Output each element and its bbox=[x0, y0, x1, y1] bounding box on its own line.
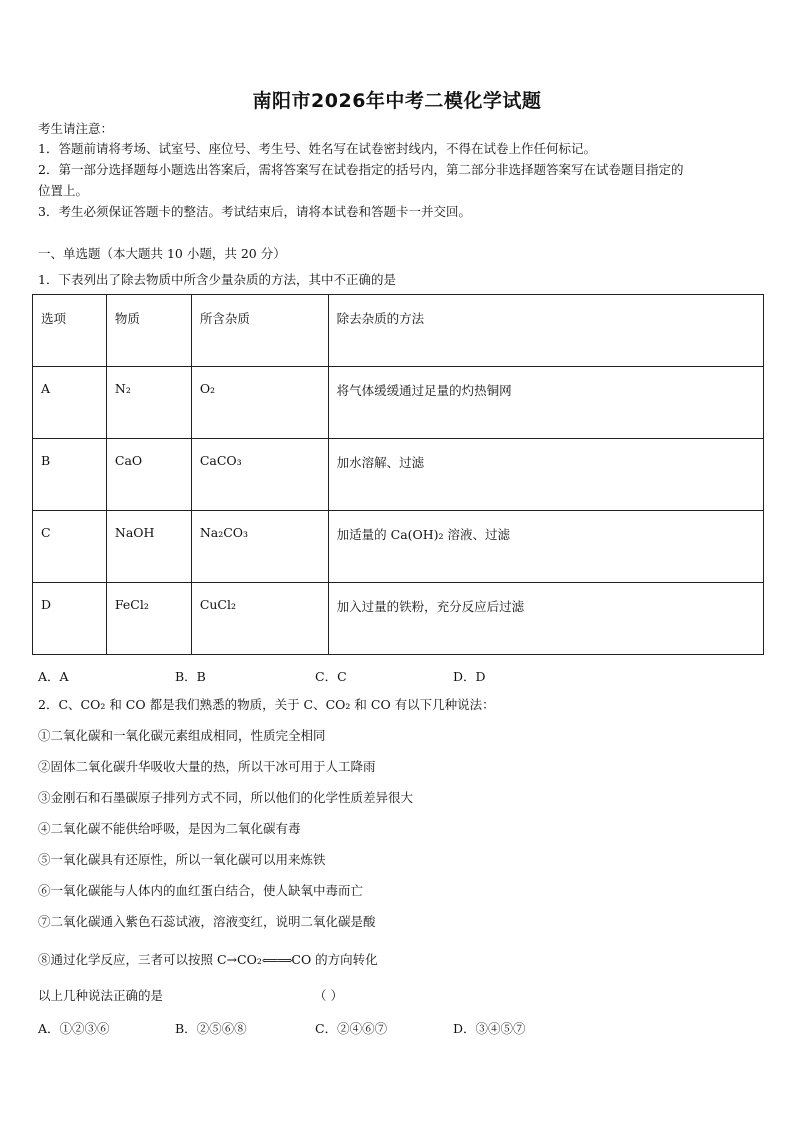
statement: ⑦二氧化碳通入紫色石蕊试液，溶液变红，说明二氧化碳是酸 bbox=[38, 914, 376, 929]
page-title: 南阳市2026年中考二模化学试题 bbox=[252, 90, 542, 112]
table-cell: NaOH bbox=[106, 511, 191, 583]
answer-blank[interactable]: （ ） bbox=[314, 988, 343, 1003]
q1-table bbox=[32, 294, 764, 655]
table-header-cell: 选项 bbox=[33, 295, 107, 367]
table-cell: CaCO₃ bbox=[191, 439, 328, 511]
statement: ⑤一氧化碳具有还原性，所以一氧化碳可以用来炼铁 bbox=[38, 852, 326, 867]
notice-item: 1．答题前请将考场、试室号、座位号、考生号、姓名写在试卷密封线内，不得在试卷上作任何标记。 bbox=[38, 141, 596, 156]
statement bbox=[38, 952, 378, 969]
q2-stem: 2．C、CO₂ 和 CO 都是我们熟悉的物质，关于 C、CO₂ 和 CO 有以下几种说法： bbox=[38, 697, 495, 712]
table-cell: FeCl₂ bbox=[106, 583, 191, 655]
table-header-cell: 所含杂质 bbox=[191, 295, 328, 367]
table-cell: O₂ bbox=[191, 367, 328, 439]
table-cell: 加水溶解、过滤 bbox=[328, 439, 763, 511]
statement-text: ⑧通过化学反应，三者可以按照 C→CO₂ bbox=[38, 952, 262, 967]
table-cell: Na₂CO₃ bbox=[191, 511, 328, 583]
table-row bbox=[33, 439, 764, 511]
q2-question: 以上几种说法正确的是 bbox=[38, 988, 164, 1003]
table-header-cell: 除去杂质的方法 bbox=[328, 295, 763, 367]
table-row bbox=[33, 583, 764, 655]
table-cell: 将气体缓缓通过足量的灼热铜网 bbox=[328, 367, 763, 439]
option-b[interactable]: B．②⑤⑥⑧ bbox=[175, 1021, 247, 1036]
table-cell: 加入过量的铁粉，充分反应后过滤 bbox=[328, 583, 763, 655]
table-cell: A bbox=[33, 367, 107, 439]
table-header-row bbox=[33, 295, 764, 367]
notice-item: 位置上。 bbox=[38, 183, 89, 198]
statement: ①二氧化碳和一氧化碳元素组成相同，性质完全相同 bbox=[38, 728, 326, 743]
q1-stem: 1．下表列出了除去物质中所含少量杂质的方法，其中不正确的是 bbox=[38, 272, 396, 287]
table-header-cell: 物质 bbox=[106, 295, 191, 367]
statement-text: CO 的方向转化 bbox=[291, 952, 378, 967]
table-cell: 加适量的 Ca(OH)₂ 溶液、过滤 bbox=[328, 511, 763, 583]
table-cell: D bbox=[33, 583, 107, 655]
statement: ④二氧化碳不能供给呼吸，是因为二氧化碳有毒 bbox=[38, 821, 301, 836]
statement: ⑥一氧化碳能与人体内的血红蛋白结合，使人缺氧中毒而亡 bbox=[38, 883, 364, 898]
table-row bbox=[33, 367, 764, 439]
option-c[interactable]: C．②④⑥⑦ bbox=[315, 1021, 388, 1036]
notice-item: 2．第一部分选择题每小题选出答案后，需将答案写在试卷指定的括号内，第二部分非选择题答案写在试卷题目指定的 bbox=[38, 162, 684, 177]
statement: ②固体二氧化碳升华吸收大量的热，所以干冰可用于人工降雨 bbox=[38, 759, 376, 774]
table-cell: CuCl₂ bbox=[191, 583, 328, 655]
option-d[interactable]: D．③④⑤⑦ bbox=[453, 1021, 526, 1036]
table-cell: B bbox=[33, 439, 107, 511]
section-heading: 一、单选题（本大题共 10 小题，共 20 分） bbox=[38, 246, 286, 261]
table-row bbox=[33, 511, 764, 583]
equilibrium-arrow-icon: ⟸⟹ bbox=[261, 954, 292, 967]
option-a[interactable]: A．①②③⑥ bbox=[38, 1021, 110, 1036]
table-cell: CaO bbox=[106, 439, 191, 511]
option-c[interactable]: C．C bbox=[315, 669, 347, 684]
statement: ③金刚石和石墨碳原子排列方式不同，所以他们的化学性质差异很大 bbox=[38, 790, 414, 805]
option-d[interactable]: D．D bbox=[453, 669, 486, 684]
notice-heading: 考生请注意： bbox=[38, 121, 114, 136]
table-cell: C bbox=[33, 511, 107, 583]
notice-item: 3．考生必须保证答题卡的整洁。考试结束后，请将本试卷和答题卡一并交回。 bbox=[38, 204, 471, 219]
option-a[interactable]: A．A bbox=[38, 669, 69, 684]
table-cell: N₂ bbox=[106, 367, 191, 439]
option-b[interactable]: B．B bbox=[175, 669, 206, 684]
